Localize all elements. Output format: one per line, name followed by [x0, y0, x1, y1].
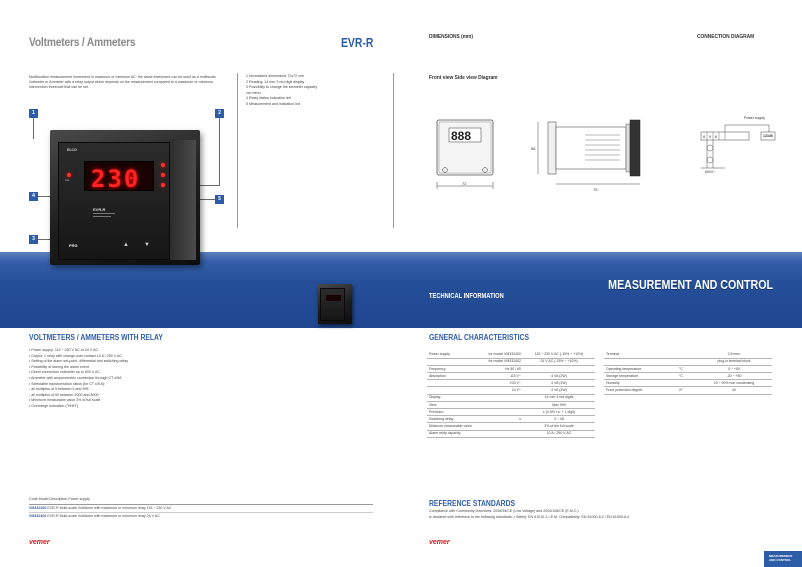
spec-row	[427, 351, 595, 358]
spec-value: 4 VA (3W)	[523, 387, 595, 394]
spec-key	[427, 380, 479, 387]
feature-item: 1 Normalized dimensions 72x72 mm	[246, 74, 305, 78]
dim-68-label: 68	[531, 146, 536, 151]
device-side	[168, 140, 196, 260]
spec-unit: °C	[666, 373, 696, 380]
code-value: VM332400	[29, 506, 47, 510]
bullet-item: • Setting of the alarm set-point, differential and switching delay	[29, 359, 129, 364]
device-label-line	[93, 216, 111, 217]
spec-value: 24 V AC (-15% ÷ +10%)	[523, 358, 595, 365]
led-label: ALL	[65, 178, 70, 182]
dimension-drawings	[425, 110, 800, 200]
spec-modifier: 230 V~	[479, 380, 523, 387]
vemer-logo-right: vemer	[429, 539, 450, 546]
spec-modifier	[479, 423, 523, 430]
spec-value: 2.5 mm²	[696, 351, 772, 358]
spec-key: Operating temperature	[604, 365, 666, 372]
feature-item: via menu	[246, 90, 261, 95]
display-digits: 230	[91, 165, 141, 193]
svg-text:888: 888	[451, 129, 472, 143]
spec-modifier: s	[479, 416, 523, 423]
corner-line: AND CONTROL	[769, 557, 792, 562]
band-title: MEASUREMENT AND CONTROL	[608, 277, 773, 292]
connection-diagram-title: CONNECTION DIAGRAM	[697, 34, 755, 40]
spec-modifier: 24 V~	[479, 387, 523, 394]
spec-value: ± (0.5% f.s. + 1 digit)	[523, 409, 595, 416]
spec-unit: IP	[666, 387, 696, 394]
spec-row	[604, 358, 772, 365]
bullet-item: • Overrange indication ("HHH")	[29, 403, 79, 408]
spec-value: 0 ÷ +50	[696, 365, 772, 372]
callout-line	[219, 117, 220, 185]
corner-line: MEASUREMENT	[769, 554, 793, 558]
code-desc: EVR-R Multi-scale Volt/Amm with maximum or minimum relay 24 V AC	[46, 514, 160, 518]
side-view-drawing	[531, 120, 640, 192]
device-face	[58, 142, 170, 260]
terminal-label: 12345	[763, 134, 773, 138]
spec-key: Power supply	[427, 351, 479, 358]
spec-key: Precision	[427, 409, 479, 416]
code-table-rule	[29, 504, 373, 505]
intro-paragraph: Multifunction measurement instrument in maximum or minimum AC: the same instrument can be used as a multiscale Voltmeter or Ammeter with a relay output which depends on the measurement compared to a maximum or minimum intervention threshold that can be set.	[29, 75, 216, 89]
dim-72-label: 72	[462, 181, 467, 186]
band-subtitle: TECHNICAL INFORMATION	[429, 293, 504, 300]
callout-badge-5: 5	[215, 195, 224, 204]
feature-item: 3 Possibility to change the ammeter capacity	[246, 85, 318, 90]
spec-key	[427, 387, 479, 394]
device-model-label: EVR-R	[93, 207, 106, 212]
feature-list	[246, 74, 317, 108]
spec-modifier	[479, 430, 523, 437]
left-page-title: Voltmeters / Ammeters	[29, 35, 136, 49]
bullet-item: • Direct connection voltmeter up to 600 V AC	[29, 370, 100, 375]
bullet-item: • Output: 1 relay with change-over contact 10 A / 250 V AC	[29, 353, 122, 358]
spec-value: 0 ÷ 08	[523, 416, 595, 423]
down-arrow-icon: ▼	[144, 242, 150, 248]
spec-row	[427, 394, 595, 401]
feature-item: 4 Relay status indication led	[246, 96, 291, 101]
code-row	[29, 506, 172, 511]
dimensions-title: DIMENSIONS (mm)	[429, 34, 473, 40]
connection-diagram-drawing	[701, 125, 775, 168]
spec-value: 4 VA (2W)	[523, 373, 595, 380]
spec-table-left	[427, 351, 595, 438]
measurement-led	[161, 183, 165, 187]
spec-value: -20 ÷ +80	[696, 373, 772, 380]
views-label: Front view Side view Diagram	[429, 75, 498, 81]
spec-row	[427, 430, 595, 437]
dim-75-label: 75	[593, 187, 598, 192]
bullet-item: - all multiples of 50 between 1000 and 8000	[29, 392, 99, 397]
reference-line: is declared with reference to the following standards: • Safety: EN 61010-1 • E.M. Compatibility: EN 61000-6-2 / EN 61000-6-4	[429, 515, 630, 519]
power-supply-label: Power supply	[744, 116, 766, 120]
spec-value: 3% of the full scale	[523, 423, 595, 430]
up-arrow-icon: ▲	[123, 242, 129, 248]
spec-row	[604, 380, 772, 387]
code-desc: EVR-R Multi-scale Volt/Amm with maximum or minimum relay 115 ÷ 230 V AC	[46, 506, 172, 510]
spec-modifier: for model VM332400	[479, 351, 523, 358]
callout-line	[33, 117, 34, 139]
spec-key: Frequency	[427, 365, 479, 372]
spec-row	[604, 351, 772, 358]
spec-row	[427, 365, 595, 372]
relay-section-title: VOLTMETERS / AMMETERS WITH RELAY	[29, 333, 163, 342]
spec-value: 115 ÷ 230 V AC (-15% ÷ +10%)	[523, 351, 595, 358]
spec-row	[427, 380, 595, 387]
spec-row	[427, 387, 595, 394]
device-brand: ELCO	[67, 148, 77, 152]
spec-key: Storage temperature	[604, 373, 666, 380]
spec-unit	[666, 380, 696, 387]
feature-item: 5 Measurement and indication led	[246, 101, 300, 106]
spec-unit	[666, 351, 696, 358]
spec-modifier: Hz 50 / 60	[479, 365, 523, 372]
code-row	[29, 514, 160, 519]
spec-key: Minimum measurable value	[427, 423, 479, 430]
measurement-led	[161, 173, 165, 177]
small-device-face	[320, 288, 345, 321]
spec-key: Front protection degree	[604, 387, 666, 394]
section-corner-tab	[764, 551, 802, 567]
spec-modifier	[479, 409, 523, 416]
prg-button: PRG	[69, 243, 78, 248]
spec-value: Max 999	[523, 401, 595, 408]
spec-unit: °C	[666, 365, 696, 372]
reference-line: Compliance with Community Directives: 2006/95/CE (Low Voltage) and 2004/108/CE (E.M.C.)	[429, 509, 579, 513]
vemer-logo-left: vemer	[29, 539, 50, 546]
spec-row	[427, 373, 595, 380]
callout-badge-1: 1	[29, 109, 38, 118]
device-display	[84, 161, 154, 191]
spec-value: 20 ÷ 90% non condensing	[696, 380, 772, 387]
spec-modifier: for model VM332402	[479, 358, 523, 365]
spec-key: Switching delay	[427, 416, 479, 423]
svg-text:8: 8	[703, 135, 706, 139]
spec-row	[427, 401, 595, 408]
svg-text:9: 9	[709, 135, 712, 139]
bullet-item: • Possibility of storing the alarm event	[29, 364, 89, 369]
spec-row	[427, 358, 595, 365]
reference-standards-title: REFERENCE STANDARDS	[429, 499, 516, 508]
spec-row	[604, 387, 772, 394]
svg-text:6: 6	[715, 135, 718, 139]
front-view-drawing	[437, 120, 493, 189]
spec-value	[523, 365, 595, 372]
spec-key: Alarm relay capacity	[427, 430, 479, 437]
code-table-rule	[29, 512, 373, 513]
spec-modifier	[479, 394, 523, 401]
spec-row	[427, 409, 595, 416]
code-table-header: Code Model Description Power supply	[29, 497, 90, 501]
spec-key	[604, 358, 666, 365]
bullet-item: • Ammeter with amperometric connection through CT x/5A	[29, 375, 122, 380]
spec-unit	[666, 358, 696, 365]
spec-modifier	[479, 401, 523, 408]
spec-key: Display	[427, 394, 479, 401]
spec-row	[427, 423, 595, 430]
small-device-display	[326, 295, 341, 301]
spec-value: 14 mm 3 red digits	[523, 394, 595, 401]
spec-value: 10 A / 250 V AC	[523, 430, 595, 437]
bullet-item: - all multiples of 5 between 5 and 995	[29, 387, 89, 392]
spec-table-right	[604, 351, 772, 395]
code-value: VM332402	[29, 514, 47, 518]
small-device-photo	[318, 284, 352, 324]
callout-badge-4: 4	[29, 192, 38, 201]
device-label-line	[93, 213, 115, 214]
spec-key: Absorption	[427, 373, 479, 380]
product-code-title: EVR-R	[341, 35, 374, 50]
callout-badge-2: 2	[215, 109, 224, 118]
spec-key: Terminal	[604, 351, 666, 358]
spec-row	[427, 416, 595, 423]
spec-row	[604, 373, 772, 380]
spec-value: plug-in terminal block	[696, 358, 772, 365]
feature-item: 2 Reading: 14 mm 3 red digit display	[246, 79, 305, 84]
column-divider-2	[393, 73, 394, 228]
general-characteristics-title: GENERAL CHARACTERISTICS	[429, 333, 529, 342]
spec-key: Humidity	[604, 380, 666, 387]
spec-value: 40	[696, 387, 772, 394]
spec-key: View	[427, 401, 479, 408]
spec-key	[427, 358, 479, 365]
status-led	[67, 173, 71, 177]
device-photo	[50, 130, 200, 265]
bullet-item: • Power supply: 115 ÷ 230 V AC or 24 V AC	[29, 348, 99, 352]
callout-badge-3: 3	[29, 235, 38, 244]
load-label: 600V~	[705, 170, 716, 174]
column-divider	[237, 73, 238, 228]
spec-row	[604, 365, 772, 372]
bullet-item: • Minimum measurable value 3% of full scale	[29, 398, 101, 403]
bullet-item: • Selectable transformation ratios (for CT x/5 A):	[29, 381, 106, 386]
bullet-list	[29, 348, 128, 410]
spec-value: 4 VA (2W)	[523, 380, 595, 387]
measurement-led	[161, 163, 165, 167]
spec-modifier: 115 V~	[479, 373, 523, 380]
